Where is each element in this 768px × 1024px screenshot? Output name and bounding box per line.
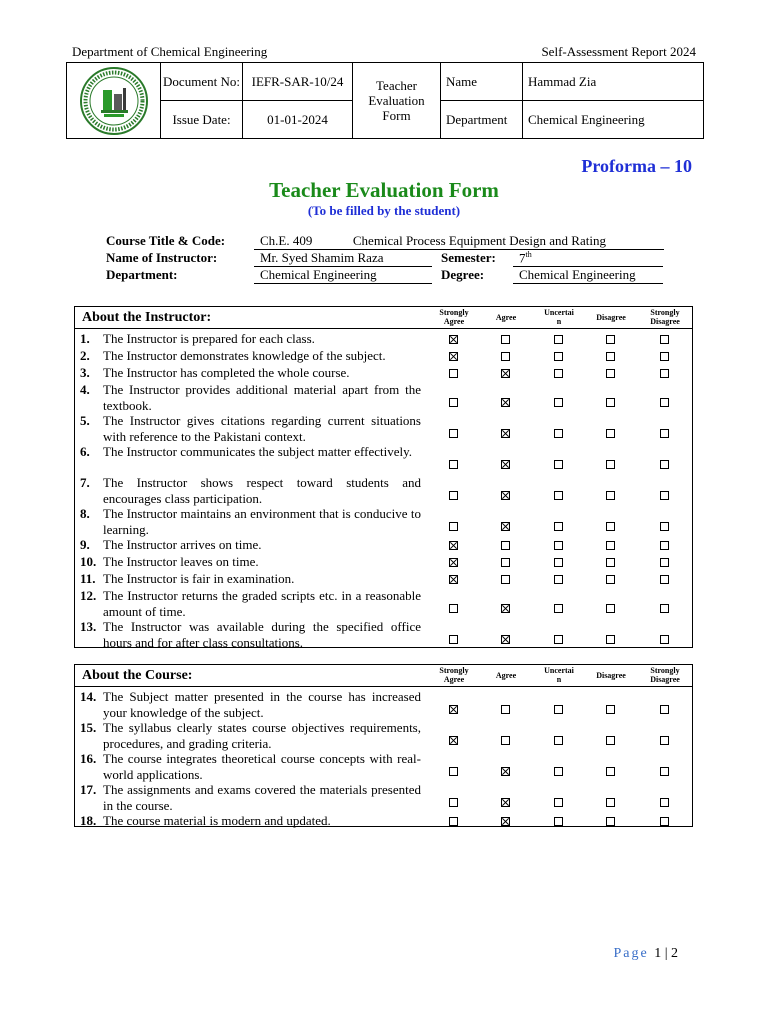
checkbox-checked[interactable] [449, 705, 458, 714]
checkbox[interactable] [660, 398, 669, 407]
department-info-value: Chemical Engineering [254, 267, 432, 284]
checkbox[interactable] [554, 767, 563, 776]
column-header: Strongly Agree [439, 308, 469, 326]
instructor-label: Name of Instructor: [106, 250, 218, 265]
question-text: The Subject matter presented in the course has increased your knowledge of the subject. [103, 689, 421, 720]
checkbox-checked[interactable] [501, 369, 510, 378]
course-section [74, 664, 693, 827]
question-text: The Instructor maintains an environment that is conducive to learning. [103, 506, 421, 537]
checkbox[interactable] [449, 767, 458, 776]
checkbox[interactable] [660, 798, 669, 807]
checkbox[interactable] [660, 705, 669, 714]
question-number: 15. [80, 720, 97, 735]
checkbox[interactable] [660, 335, 669, 344]
question-number: 17. [80, 782, 97, 797]
question-text: The Instructor is prepared for each class. [103, 331, 315, 346]
issue-date-value: 01-01-2024 [243, 101, 353, 139]
column-header: Strongly Agree [439, 666, 469, 684]
checkbox[interactable] [606, 460, 615, 469]
checkbox[interactable] [554, 575, 563, 584]
checkbox[interactable] [606, 798, 615, 807]
question-number: 14. [80, 689, 97, 704]
checkbox[interactable] [449, 817, 458, 826]
instructor-section-title: About the Instructor: [82, 310, 212, 325]
name-label: Name [441, 63, 523, 101]
question-text: The Instructor gives citations regarding current situations with reference to the Pakistani context. [103, 413, 421, 444]
checkbox-checked[interactable] [501, 817, 510, 826]
checkbox[interactable] [606, 352, 615, 361]
degree-label: Degree: [441, 267, 485, 282]
checkbox[interactable] [606, 369, 615, 378]
question-number: 6. [80, 444, 90, 459]
issue-date-label: Issue Date: [161, 101, 243, 139]
question-text: The Instructor shows respect toward students and encourages class participation. [103, 475, 421, 506]
checkbox[interactable] [449, 522, 458, 531]
table-row [75, 364, 692, 381]
instructor-info-row [106, 250, 666, 267]
table-row [75, 618, 692, 649]
checkbox-checked[interactable] [501, 429, 510, 438]
proforma-number: Proforma – 10 [581, 156, 692, 176]
table-row [75, 750, 692, 781]
question-text: The Instructor arrives on time. [103, 537, 262, 552]
department-label: Department [441, 101, 523, 139]
question-number: 4. [80, 382, 90, 397]
checkbox[interactable] [554, 604, 563, 613]
department-info-label: Department: [106, 267, 178, 282]
checkbox[interactable] [449, 604, 458, 613]
table-row [75, 330, 692, 347]
question-text: The Instructor has completed the whole course. [103, 365, 350, 380]
question-number: 8. [80, 506, 90, 521]
course-title: Chemical Process Equipment Design and Rating [352, 233, 606, 248]
semester-label: Semester: [441, 250, 496, 265]
table-row [75, 347, 692, 364]
checkbox[interactable] [606, 767, 615, 776]
document-header-table [66, 62, 704, 139]
question-text: The syllabus clearly states course objectives requirements, procedures, and grading criteria. [103, 720, 421, 751]
checkbox[interactable] [501, 575, 510, 584]
checkbox[interactable] [660, 522, 669, 531]
page-footer [613, 946, 678, 962]
checkbox[interactable] [606, 575, 615, 584]
report-line: Self-Assessment Report 2024 [541, 44, 696, 59]
course-section-title: About the Course: [82, 668, 193, 683]
department-info-row [106, 267, 666, 284]
column-header: Uncertai n [544, 666, 574, 684]
checkbox[interactable] [606, 522, 615, 531]
degree-value: Chemical Engineering [513, 267, 663, 284]
checkbox[interactable] [554, 429, 563, 438]
running-header [72, 44, 696, 60]
checkbox[interactable] [554, 736, 563, 745]
question-number: 13. [80, 619, 97, 634]
column-header: Disagree [596, 313, 626, 322]
checkbox[interactable] [660, 429, 669, 438]
checkbox[interactable] [660, 491, 669, 500]
checkbox[interactable] [501, 352, 510, 361]
checkbox[interactable] [606, 635, 615, 644]
table-row [75, 812, 692, 829]
checkbox[interactable] [554, 798, 563, 807]
checkbox-checked[interactable] [501, 522, 510, 531]
table-row [75, 443, 692, 474]
checkbox[interactable] [501, 558, 510, 567]
checkbox[interactable] [449, 460, 458, 469]
question-text: The course material is modern and updated. [103, 813, 331, 828]
checkbox-checked[interactable] [501, 491, 510, 500]
column-header: Strongly Disagree [650, 666, 680, 684]
instructor-section-header [75, 307, 692, 329]
question-number: 9. [80, 537, 90, 552]
column-header: Agree [495, 313, 517, 322]
checkbox[interactable] [554, 635, 563, 644]
column-header: Uncertai n [544, 308, 574, 326]
checkbox[interactable] [554, 705, 563, 714]
course-field [254, 233, 664, 250]
checkbox[interactable] [660, 369, 669, 378]
course-label: Course Title & Code: [106, 233, 226, 248]
page-label: Page [613, 946, 649, 961]
question-number: 7. [80, 475, 90, 490]
question-number: 2. [80, 348, 90, 363]
semester-field [513, 250, 663, 267]
question-text: The Instructor leaves on time. [103, 554, 259, 569]
checkbox-checked[interactable] [449, 541, 458, 550]
table-row [75, 688, 692, 719]
checkbox[interactable] [449, 429, 458, 438]
checkbox[interactable] [660, 817, 669, 826]
checkbox[interactable] [554, 335, 563, 344]
checkbox[interactable] [554, 491, 563, 500]
page-number: 1 | 2 [654, 946, 678, 961]
course-section-header [75, 665, 692, 687]
question-number: 1. [80, 331, 90, 346]
checkbox-checked[interactable] [501, 767, 510, 776]
table-row [75, 587, 692, 618]
institute-seal-icon [79, 66, 149, 136]
checkbox[interactable] [501, 541, 510, 550]
course-code: Ch.E. 409 [260, 233, 313, 248]
checkbox[interactable] [660, 604, 669, 613]
table-row [75, 536, 692, 553]
checkbox[interactable] [660, 635, 669, 644]
checkbox[interactable] [660, 736, 669, 745]
table-row [75, 570, 692, 587]
question-number: 10. [80, 554, 97, 569]
semester-value: 7 [519, 250, 526, 266]
checkbox[interactable] [660, 460, 669, 469]
question-number: 11. [80, 571, 96, 586]
question-number: 5. [80, 413, 90, 428]
column-header: Agree [495, 671, 517, 680]
question-text: The Instructor is fair in examination. [103, 571, 295, 586]
question-text: The Instructor was available during the specified office hours and for after class consultations. [103, 619, 421, 650]
checkbox[interactable] [501, 705, 510, 714]
checkbox[interactable] [554, 352, 563, 361]
question-text: The Instructor demonstrates knowledge of the subject. [103, 348, 386, 363]
institute-logo-cell [67, 63, 161, 139]
checkbox[interactable] [660, 541, 669, 550]
column-header: Strongly Disagree [650, 308, 680, 326]
checkbox-checked[interactable] [449, 335, 458, 344]
checkbox[interactable] [449, 635, 458, 644]
question-text: The Instructor communicates the subject matter effectively. [103, 444, 412, 459]
semester-suffix: th [525, 250, 532, 259]
checkbox[interactable] [501, 335, 510, 344]
checkbox-checked[interactable] [501, 635, 510, 644]
checkbox[interactable] [606, 736, 615, 745]
checkbox[interactable] [449, 369, 458, 378]
table-row [75, 719, 692, 750]
checkbox[interactable] [606, 705, 615, 714]
course-info-row [106, 233, 666, 250]
department-line: Department of Chemical Engineering [72, 44, 268, 59]
question-text: The Instructor returns the graded scripts etc. in a reasonable amount of time. [103, 588, 421, 619]
instructor-section [74, 306, 693, 648]
question-number: 16. [80, 751, 97, 766]
checkbox-checked[interactable] [449, 736, 458, 745]
checkbox-checked[interactable] [501, 604, 510, 613]
checkbox[interactable] [554, 369, 563, 378]
document-no-label: Document No: [161, 63, 243, 101]
name-value: Hammad Zia [523, 63, 704, 101]
table-row [75, 553, 692, 570]
checkbox[interactable] [554, 558, 563, 567]
department-value: Chemical Engineering [523, 101, 704, 139]
checkbox[interactable] [449, 398, 458, 407]
form-name-cell: Teacher Evaluation Form [353, 63, 441, 139]
document-no-value: IEFR-SAR-10/24 [243, 63, 353, 101]
checkbox[interactable] [606, 541, 615, 550]
checkbox[interactable] [660, 352, 669, 361]
checkbox[interactable] [606, 491, 615, 500]
checkbox-checked[interactable] [449, 352, 458, 361]
question-number: 18. [80, 813, 97, 828]
page-title: Teacher Evaluation Form [269, 178, 499, 202]
checkbox[interactable] [554, 522, 563, 531]
checkbox[interactable] [606, 558, 615, 567]
checkbox[interactable] [660, 558, 669, 567]
checkbox[interactable] [554, 398, 563, 407]
checkbox[interactable] [501, 736, 510, 745]
checkbox[interactable] [554, 541, 563, 550]
table-row [75, 781, 692, 812]
checkbox[interactable] [554, 817, 563, 826]
checkbox[interactable] [606, 604, 615, 613]
checkbox[interactable] [554, 460, 563, 469]
table-row [75, 412, 692, 443]
question-number: 3. [80, 365, 90, 380]
checkbox-checked[interactable] [501, 798, 510, 807]
table-row [75, 381, 692, 412]
checkbox[interactable] [606, 429, 615, 438]
question-text: The assignments and exams covered the materials presented in the course. [103, 782, 421, 813]
table-row [75, 505, 692, 536]
checkbox-checked[interactable] [449, 575, 458, 584]
table-row [75, 474, 692, 505]
checkbox[interactable] [449, 798, 458, 807]
question-number: 12. [80, 588, 97, 603]
checkbox-checked[interactable] [449, 558, 458, 567]
checkbox[interactable] [449, 491, 458, 500]
column-header: Disagree [596, 671, 626, 680]
checkbox-checked[interactable] [501, 398, 510, 407]
question-text: The course integrates theoretical course concepts with real-world applications. [103, 751, 421, 782]
checkbox-checked[interactable] [501, 460, 510, 469]
question-text: The Instructor provides additional material apart from the textbook. [103, 382, 421, 413]
checkbox[interactable] [606, 335, 615, 344]
checkbox[interactable] [660, 575, 669, 584]
checkbox[interactable] [606, 398, 615, 407]
checkbox[interactable] [660, 767, 669, 776]
page-subtitle: (To be filled by the student) [307, 203, 461, 218]
instructor-value: Mr. Syed Shamim Raza [254, 250, 432, 267]
checkbox[interactable] [606, 817, 615, 826]
